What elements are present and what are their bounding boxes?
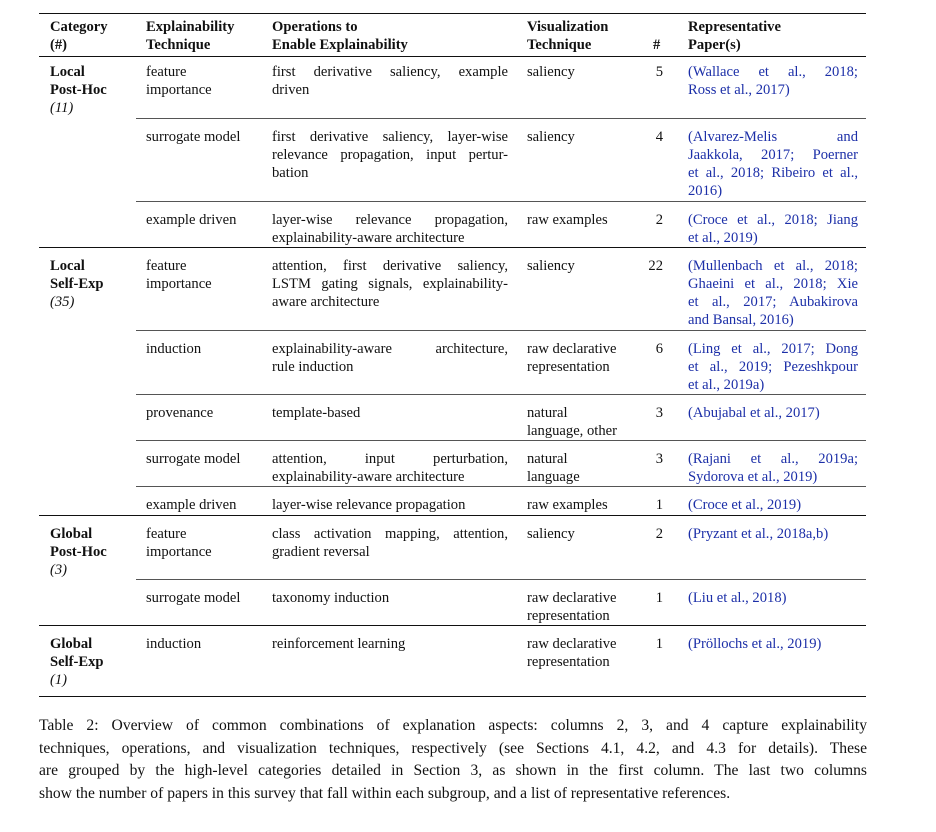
paper-count-cell: 2 xyxy=(655,526,663,542)
papers-cell: Ross et al., 2017) xyxy=(688,82,790,98)
category-name: Self-Exp xyxy=(50,654,104,670)
technique-cell: example driven xyxy=(146,497,237,513)
paper-count-cell: 1 xyxy=(655,497,663,513)
papers-cell: et al., 2019a) xyxy=(688,377,765,393)
technique-cell: importance xyxy=(146,276,212,292)
visualization-cell: raw declarative xyxy=(527,590,617,606)
header-count: # xyxy=(653,37,661,53)
header-visualization: Visualization xyxy=(527,19,609,35)
top-rule xyxy=(39,13,866,14)
papers-cell: et al., 2018; Ribeiro et al., xyxy=(688,165,858,181)
technique-cell: induction xyxy=(146,341,202,357)
operations-cell: bation xyxy=(272,165,309,181)
bottom-rule xyxy=(39,696,866,697)
visualization-cell: saliency xyxy=(527,526,575,542)
operations-cell: relevance propagation, input pertur- xyxy=(272,147,508,163)
papers-cell: (Pröllochs et al., 2019) xyxy=(688,636,822,652)
category-name: Global xyxy=(50,636,93,652)
visualization-cell: language xyxy=(527,469,580,485)
papers-cell: 2016) xyxy=(688,183,723,199)
visualization-cell: raw examples xyxy=(527,212,608,228)
row-divider xyxy=(136,486,866,487)
category-name: Self-Exp xyxy=(50,276,104,292)
papers-cell: (Ling et al., 2017; Dong xyxy=(688,341,858,357)
operations-cell: attention, input perturbation, xyxy=(272,451,508,467)
category-count: (11) xyxy=(50,100,74,116)
visualization-cell: saliency xyxy=(527,258,575,274)
paper-count-cell: 3 xyxy=(655,405,663,421)
paper-count-cell: 5 xyxy=(655,64,663,80)
operations-cell: class activation mapping, attention, xyxy=(272,526,508,542)
category-count: (35) xyxy=(50,294,75,310)
papers-cell: et al., 2017; Aubakirova xyxy=(688,294,858,310)
operations-cell: driven xyxy=(272,82,310,98)
row-divider xyxy=(136,579,866,580)
papers-cell: and Bansal, 2016) xyxy=(688,312,794,328)
row-divider xyxy=(136,201,866,202)
technique-cell: induction xyxy=(146,636,202,652)
category-name: Local xyxy=(50,258,85,274)
header-category: (#) xyxy=(50,37,68,53)
technique-cell: feature xyxy=(146,258,187,274)
header-category: Category xyxy=(50,19,108,35)
caption-line: show the number of papers in this survey that fall within each subgroup, and a list of representative references. xyxy=(39,784,731,802)
papers-cell: (Abujabal et al., 2017) xyxy=(688,405,820,421)
technique-cell: surrogate model xyxy=(146,451,241,467)
header-papers: Representative xyxy=(688,19,781,35)
papers-cell: (Mullenbach et al., 2018; xyxy=(688,258,858,274)
technique-cell: feature xyxy=(146,526,187,542)
group-divider xyxy=(39,247,866,248)
paper-count-cell: 1 xyxy=(655,590,663,606)
operations-cell: explainability-aware architecture xyxy=(272,230,465,246)
technique-cell: example driven xyxy=(146,212,237,228)
caption-line: Table 2: Overview of common combinations of explanation aspects: columns 2, 3, and 4 capture explainability xyxy=(39,717,867,734)
category-name: Post-Hoc xyxy=(50,82,107,98)
operations-cell: layer-wise relevance propagation xyxy=(272,497,466,513)
category-count: (3) xyxy=(50,562,68,578)
paper-count-cell: 3 xyxy=(655,451,663,467)
header-visualization: Technique xyxy=(527,37,592,53)
header-papers: Paper(s) xyxy=(688,37,741,53)
paper-count-cell: 4 xyxy=(655,129,663,145)
visualization-cell: representation xyxy=(527,654,610,670)
row-divider xyxy=(136,440,866,441)
operations-cell: LSTM gating signals, explainability- xyxy=(272,276,508,292)
technique-cell: feature xyxy=(146,64,187,80)
paper-count-cell: 2 xyxy=(655,212,663,228)
papers-cell: Ghaeini et al., 2018; Xie xyxy=(688,276,858,292)
caption-line: are grouped by the high-level categories detailed in Section 3, as shown in the first column. The last two columns xyxy=(39,762,867,779)
papers-cell: (Croce et al., 2018; Jiang xyxy=(688,212,858,228)
group-divider xyxy=(39,625,866,626)
visualization-cell: natural xyxy=(527,405,568,421)
visualization-cell: representation xyxy=(527,359,610,375)
operations-cell: gradient reversal xyxy=(272,544,370,560)
operations-cell: explainability-aware architecture xyxy=(272,469,465,485)
operations-cell: taxonomy induction xyxy=(272,590,390,606)
visualization-cell: natural xyxy=(527,451,568,467)
papers-cell: (Alvarez-Melis and xyxy=(688,129,858,145)
visualization-cell: language, other xyxy=(527,423,617,439)
papers-cell: (Croce et al., 2019) xyxy=(688,497,802,513)
operations-cell: attention, first derivative saliency, xyxy=(272,258,508,274)
category-name: Post-Hoc xyxy=(50,544,107,560)
visualization-cell: raw examples xyxy=(527,497,608,513)
paper-count-cell: 1 xyxy=(655,636,663,652)
row-divider xyxy=(136,118,866,119)
header-rule xyxy=(39,56,866,57)
category-name: Local xyxy=(50,64,85,80)
papers-cell: (Pryzant et al., 2018a,b) xyxy=(688,526,829,542)
header-operations: Enable Explainability xyxy=(272,37,408,53)
operations-cell: first derivative saliency, layer-wise xyxy=(272,129,508,145)
technique-cell: importance xyxy=(146,82,212,98)
visualization-cell: saliency xyxy=(527,64,575,80)
operations-cell: template-based xyxy=(272,405,361,421)
paper-count-cell: 22 xyxy=(648,258,663,274)
row-divider xyxy=(136,394,866,395)
technique-cell: importance xyxy=(146,544,212,560)
row-divider xyxy=(136,330,866,331)
papers-cell: et al., 2019) xyxy=(688,230,758,246)
group-divider xyxy=(39,515,866,516)
visualization-cell: representation xyxy=(527,608,610,624)
table-caption xyxy=(39,715,867,805)
papers-cell: Jaakkola, 2017; Poerner xyxy=(688,147,858,163)
paper-count-cell: 6 xyxy=(655,341,663,357)
header-operations: Operations to xyxy=(272,19,358,35)
operations-cell: reinforcement learning xyxy=(272,636,406,652)
visualization-cell: saliency xyxy=(527,129,575,145)
header-technique: Technique xyxy=(146,37,211,53)
operations-cell: layer-wise relevance propagation, xyxy=(272,212,508,228)
visualization-cell: raw declarative xyxy=(527,636,617,652)
caption-line: techniques, operations, and visualization techniques, respectively (see Sections 4.1, 4.2, and 4.3 for details). These xyxy=(39,739,867,757)
papers-cell: et al., 2019; Pezeshkpour xyxy=(688,359,858,375)
technique-cell: surrogate model xyxy=(146,590,241,606)
papers-cell: (Wallace et al., 2018; xyxy=(688,64,858,80)
category-count: (1) xyxy=(50,672,68,688)
operations-cell: rule induction xyxy=(272,359,354,375)
papers-cell: Sydorova et al., 2019) xyxy=(688,469,818,485)
visualization-cell: raw declarative xyxy=(527,341,617,357)
papers-cell: (Liu et al., 2018) xyxy=(688,590,787,606)
operations-cell: first derivative saliency, example xyxy=(272,64,508,80)
technique-cell: surrogate model xyxy=(146,129,241,145)
papers-cell: (Rajani et al., 2019a; xyxy=(688,451,858,467)
operations-cell: explainability-aware architecture, xyxy=(272,341,508,357)
category-name: Global xyxy=(50,526,93,542)
header-technique: Explainability xyxy=(146,19,235,35)
operations-cell: aware architecture xyxy=(272,294,380,310)
technique-cell: provenance xyxy=(146,405,214,421)
